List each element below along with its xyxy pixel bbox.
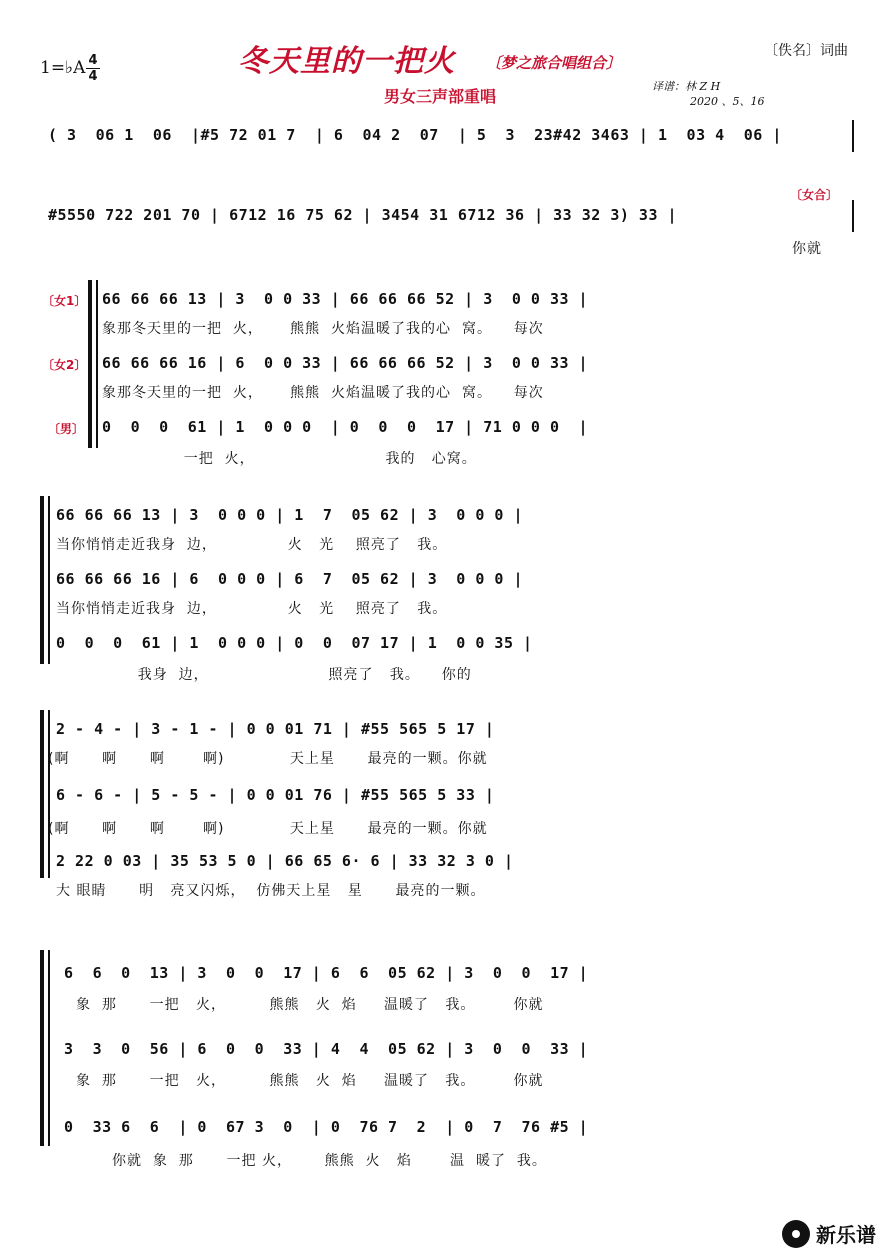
sys2-male-notes: 0 0 0 61 | 1 0 0 0 | 0 0 07 17 | 1 0 0 35 | bbox=[56, 634, 533, 652]
credit-text: 〔佚名〕词曲 bbox=[764, 43, 848, 59]
time-signature-bottom: 4 bbox=[88, 69, 98, 84]
site-logo bbox=[782, 1219, 876, 1248]
sys1-female2-lyric: 象那冬天里的一把 火， 熊熊 火焰温暖了我的心 窝。 每次 bbox=[102, 385, 544, 401]
sys3-female1-lyric: (啊 啊 啊 啊) 天上星 最亮的一颗。你就 bbox=[48, 751, 488, 767]
intro-line-2: #5550 722 201 70 | 6712 16 75 62 | 3454 31 6712 36 | 33 32 3) 33 | bbox=[48, 206, 678, 224]
arranger-text: 译谱：林 Z H bbox=[652, 80, 721, 93]
label-female-1: 〔女1〕 bbox=[42, 294, 87, 308]
sys2-female2-lyric: 当你悄悄走近我身 边， 火 光 照亮了 我。 bbox=[56, 601, 448, 617]
sys1-male-notes: 0 0 0 61 | 1 0 0 0 | 0 0 0 17 | 71 0 0 0 | bbox=[102, 418, 589, 436]
key-signature: 1=♭A bbox=[40, 58, 86, 78]
sys3-male-notes: 2 22 0 03 | 35 53 5 0 | 66 65 6· 6 | 33 32 3 0 | bbox=[56, 852, 514, 870]
sys1-female2-notes: 66 66 66 16 | 6 0 0 33 | 66 66 66 52 | 3 0 0 33 | bbox=[102, 354, 589, 372]
sys1-male-lyric: 一把 火， 我的 心窝。 bbox=[102, 451, 477, 467]
sys4-female2-notes: 3 3 0 56 | 6 0 0 33 | 4 4 05 62 | 3 0 0 33 | bbox=[64, 1040, 589, 1058]
sys4-female1-notes: 6 6 0 13 | 3 0 0 17 | 6 6 05 62 | 3 0 0 17 | bbox=[64, 964, 589, 982]
sys3-female2-lyric: (啊 啊 啊 啊) 天上星 最亮的一颗。你就 bbox=[48, 821, 488, 837]
label-male: 〔男〕 bbox=[48, 422, 85, 436]
record-disc-icon bbox=[782, 1220, 810, 1248]
sys4-male-notes: 0 33 6 6 | 0 67 3 0 | 0 76 7 2 | 0 7 76 #5 | bbox=[64, 1118, 589, 1136]
sys2-female1-lyric: 当你悄悄走近我身 边， 火 光 照亮了 我。 bbox=[56, 537, 448, 553]
sys2-female2-notes: 66 66 66 16 | 6 0 0 0 | 6 7 05 62 | 3 0 0 0 | bbox=[56, 570, 524, 588]
time-signature-top: 4 bbox=[88, 53, 98, 68]
sys4-female2-lyric: 象 那 一把 火， 熊熊 火 焰 温暖了 我。 你就 bbox=[76, 1073, 544, 1089]
sys2-male-lyric: 我身 边， 照亮了 我。 你的 bbox=[56, 667, 472, 683]
chorus-label: 〔女合〕 bbox=[790, 188, 839, 202]
sys3-female2-notes: 6 - 6 - | 5 - 5 - | 0 0 01 76 | #55 565 5 33 | bbox=[56, 786, 495, 804]
date-text: 2020 、5、16 bbox=[690, 95, 765, 108]
sys3-male-lyric: 大 眼睛 明 亮又闪烁， 仿佛天上星 星 最亮的一颗。 bbox=[56, 883, 486, 899]
sys4-female1-lyric: 象 那 一把 火， 熊熊 火 焰 温暖了 我。 你就 bbox=[76, 997, 544, 1013]
sys4-male-lyric: 你就 象 那 一把 火， 熊熊 火 焰 温 暖了 我。 bbox=[112, 1153, 547, 1169]
logo-text: 新乐谱 bbox=[816, 1223, 876, 1247]
sys2-female1-notes: 66 66 66 13 | 3 0 0 0 | 1 7 05 62 | 3 0 0 0 | bbox=[56, 506, 524, 524]
intro-lyric: 你就 bbox=[792, 241, 822, 257]
intro-line-1: ( 3 06 1 06 |#5 72 01 7 | 6 04 2 07 | 5 3 23#42 3463 | 1 03 4 06 | bbox=[48, 126, 782, 144]
sys1-female1-lyric: 象那冬天里的一把 火， 熊熊 火焰温暖了我的心 窝。 每次 bbox=[102, 321, 544, 337]
sys3-female1-notes: 2 - 4 - | 3 - 1 - | 0 0 01 71 | #55 565 5 17 | bbox=[56, 720, 495, 738]
song-title: 冬天里的一把火 bbox=[238, 44, 455, 79]
label-female-2: 〔女2〕 bbox=[42, 358, 87, 372]
sys1-female1-notes: 66 66 66 13 | 3 0 0 33 | 66 66 66 52 | 3 0 0 33 | bbox=[102, 290, 589, 308]
time-signature bbox=[86, 54, 100, 83]
voicing-label: 男女三声部重唱 bbox=[384, 87, 497, 106]
song-subtitle: 〔梦之旅合唱组合〕 bbox=[486, 54, 622, 72]
